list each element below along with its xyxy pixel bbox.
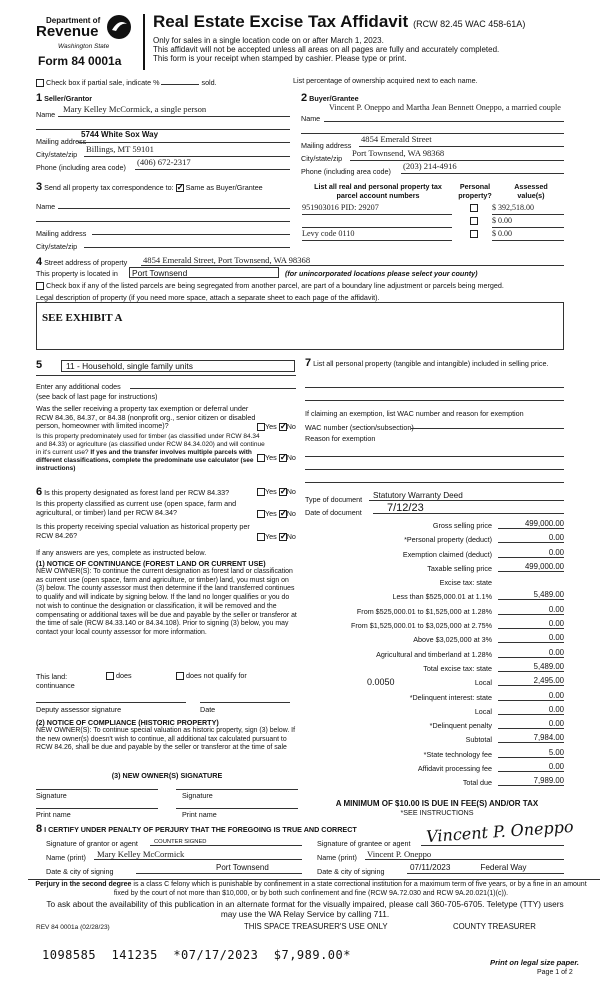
exemption-no-checkbox[interactable] — [279, 423, 287, 431]
tax-row-label: Total excise tax: state — [423, 663, 492, 673]
header-sub2: This affidavit will not be accepted unless all areas on all pages are fully and accurately completed. — [153, 45, 500, 54]
tax-row — [305, 775, 564, 789]
owner-print-line-1[interactable] — [36, 801, 158, 809]
exempt-label: If claiming an exemption, list WAC number and reason for exemption — [305, 409, 524, 418]
seller-mail-field[interactable]: 5744 White Sox Way — [78, 130, 290, 143]
parcel-col-header: List all real and personal property tax parcel account numbers — [314, 182, 442, 200]
grantor-name-label: Name (print) — [46, 853, 86, 862]
tax-row-label: Above $3,025,000 at 3% — [413, 635, 492, 645]
tax-row-value[interactable]: 0.00 — [498, 619, 564, 629]
add-codes-field[interactable] — [130, 381, 296, 389]
seller-name-line2 — [36, 120, 290, 130]
tax-row-label: *State technology fee — [423, 749, 492, 759]
tax-row-value[interactable]: 0.00 — [498, 648, 564, 658]
sec3-name-field[interactable] — [58, 199, 290, 209]
grantee-date-field[interactable]: 07/11/2023 Federal Way — [407, 863, 564, 874]
doc-date-field[interactable]: 7/12/23 — [373, 502, 564, 514]
located-label: This property is located in — [36, 269, 118, 278]
sec3-mail-field[interactable] — [92, 225, 290, 235]
local-rate-value: 0.0050 — [367, 677, 395, 688]
sec6-q2: Is this property classified as current use (open space, farm and agricultural, or timber) land per RCW 84.34? — [36, 499, 237, 517]
grantee-signature-script: Vincent P. Oneppo — [425, 816, 575, 847]
grantor-date-field[interactable]: Port Townsend — [136, 863, 302, 874]
partial-sold-label: sold. — [201, 78, 217, 87]
header-sub3: This form is your receipt when stamped by cashier. Please type or print. — [153, 54, 407, 63]
grantee-name-label: Name (print) — [317, 853, 357, 862]
tax-row — [305, 618, 564, 632]
assessed-col-header: Assessed value(s) — [514, 182, 548, 200]
seller-mail-label: Mailing address — [36, 137, 87, 146]
doc-type-label: Type of document — [305, 495, 363, 504]
buyer-city-label: City/state/zip — [301, 154, 343, 163]
personal-property-line-1[interactable] — [305, 380, 564, 388]
grantor-sig-field[interactable]: COUNTER SIGNED — [150, 836, 302, 846]
tax-row-value[interactable]: 0.00 — [498, 691, 564, 701]
tax-row — [305, 518, 564, 532]
partial-pct-field[interactable] — [161, 77, 199, 85]
doc-date-label: Date of document — [305, 508, 362, 517]
table-row — [302, 203, 564, 216]
assessed-value-field[interactable]: $ 0.00 — [492, 216, 564, 228]
exemption-yes-checkbox[interactable] — [257, 423, 265, 431]
tax-row-value[interactable]: 0.00 — [498, 762, 564, 772]
sec3-heading: 3 Send all property tax correspondence to: ✓ Same as Buyer/Grantee — [36, 181, 263, 193]
continuance-label: continuance — [36, 681, 75, 690]
buyer-mail-field[interactable]: 4854 Emerald Street — [359, 134, 564, 147]
tax-row-label: Gross selling price — [432, 521, 492, 530]
notice2-body: NEW OWNER(S): To continue special valuation as historic property, sign (3) below. If the new owner(s) doesn't wish to continue, all additional tax calculated pursuant to RCW 84.26, shall be due and payable by the seller or transferor at the time of sale — [36, 727, 296, 752]
buyer-heading: 2 Buyer/Grantee — [301, 92, 359, 104]
alt-format-notice: To ask about the availability of this publication in an alternate format for the visually impaired, please call 360-705-6705. Teletype (TTY) users may use the WA Relay Service by calling 711. — [46, 899, 564, 919]
sec3-city-field[interactable] — [84, 238, 290, 248]
located-note: (for unincorporated locations please select your county) — [285, 269, 478, 278]
current-use-yes-checkbox[interactable] — [257, 510, 265, 518]
grantor-name-field[interactable]: Mary Kelley McCormick — [94, 849, 302, 860]
tax-row-label: Exemption claimed (deduct) — [402, 549, 492, 559]
q-exemption-text: Was the seller receiving a property tax exemption or deferral under RCW 84.36, 84.37, or 84.38 (nonprofit org., senior citizen or disabled person, homeowner with limited income)? — [36, 404, 256, 430]
seller-name-label: Name — [36, 110, 56, 119]
sec3-name-line2 — [36, 212, 290, 222]
sec6-q1: 6 Is this property designated as forest land per RCW 84.33? — [36, 486, 230, 498]
partial-sale-label: Check box if partial sale, indicate % — [46, 78, 160, 87]
sec3-mail-label: Mailing address — [36, 229, 87, 238]
personal-property-checkbox[interactable] — [470, 230, 478, 238]
tax-row-label: Agricultural and timberland at 1.28% — [376, 649, 492, 659]
deputy-date-label: Date — [200, 705, 216, 714]
owner-sig-line-2[interactable] — [176, 782, 298, 790]
minimum-due-note: A MINIMUM OF $10.00 IS DUE IN FEE(S) AND/OR TAX — [335, 799, 539, 808]
seller-city-field[interactable]: Billings, MT 59101 — [84, 144, 290, 157]
tax-row-label: Less than $525,000.01 at 1.1% — [392, 592, 492, 602]
header-sub1: Only for sales in a single location code on or after March 1, 2023. — [153, 36, 384, 45]
reason-label: Reason for exemption — [305, 434, 376, 443]
form-rcw: (RCW 82.45 WAC 458-61A) — [413, 19, 526, 29]
tax-row-label: Total due — [462, 778, 492, 788]
tax-row — [305, 732, 564, 746]
deputy-sig-label: Deputy assessor signature — [36, 705, 122, 714]
parcel-number-field[interactable]: Levy code 0110 — [302, 229, 452, 241]
parcel-number-field[interactable] — [302, 216, 452, 228]
seller-heading: 1 Seller/Grantor — [36, 92, 93, 104]
legal-desc-label: Legal description of property (if you need more space, attach a separate sheet to each page of the affidavit). — [36, 293, 380, 302]
buyer-name-field[interactable]: Vincent P. Oneppo and Martha Jean Bennett Oneppo, a married couple — [324, 104, 564, 122]
dor-dept-line3: Washington State — [58, 43, 110, 50]
tax-row-label: Subtotal — [465, 735, 492, 745]
ownership-note: List percentage of ownership acquired next to each name. — [293, 76, 478, 85]
historic-no-checkbox[interactable] — [279, 533, 287, 541]
header-divider — [143, 14, 145, 70]
owner-print-label-1: Print name — [36, 810, 71, 819]
tax-row — [305, 575, 564, 589]
county-treasurer-label: COUNTY TREASURER — [453, 922, 536, 931]
owner-print-label-2: Print name — [182, 810, 217, 819]
wac-field[interactable] — [411, 421, 564, 429]
historic-yes-checkbox[interactable] — [257, 533, 265, 541]
owner-sig-label-2: Signature — [182, 791, 213, 800]
tax-row — [305, 589, 564, 603]
q-exemption-answers: Yes ✓ No — [257, 422, 296, 431]
q-timber-text: Is this property predominately used for timber (as classified under RCW 84.34 and 84.33) or agriculture (as classified under RCW 84.34.020) and will continue in it's current use? If yes and the transfer involves multiple parcels with different classifications, complete the predominate use calculator (see instructions) — [36, 433, 265, 472]
sec6-q3: Is this property receiving special valuation as historical property per RCW 84.26? — [36, 522, 250, 540]
form-number: Form 84 0001a — [38, 54, 122, 68]
timber-yes-checkbox[interactable] — [257, 454, 265, 462]
land-does-option: does — [106, 671, 132, 680]
table-row — [302, 216, 564, 229]
tax-row-value[interactable]: 2,495.00 — [498, 676, 564, 686]
tax-row — [305, 661, 564, 675]
sec3-city-label: City/state/zip — [36, 242, 78, 251]
land-use-code-select[interactable]: 11 - Household, single family units — [61, 360, 295, 372]
timber-no-checkbox[interactable] — [279, 454, 287, 462]
add-codes-label: Enter any additional codes — [36, 382, 121, 391]
grantee-date-label: Date & city of signing — [317, 867, 385, 876]
perjury-notice: Perjury in the second degree is a class C felony which is punishable by confinement in a state correctional institution for a maximum term of five years, or by a fine in an amount fixed by the court of not more than $10,000, or by both such confinement and fine (RCW 9A.72.030 and RCW 9A.20.021(1)(c)). — [35, 881, 587, 897]
tax-row — [305, 532, 564, 546]
doc-type-field[interactable]: Statutory Warranty Deed — [369, 491, 564, 501]
reason-line-2[interactable] — [305, 462, 564, 470]
deputy-date-line[interactable] — [200, 695, 290, 703]
forest-yes-checkbox[interactable] — [257, 488, 265, 496]
tax-row — [305, 561, 564, 575]
assessed-value-field[interactable]: $ 0.00 — [492, 229, 564, 241]
form-title-row — [153, 12, 525, 32]
land-does-checkbox[interactable] — [106, 672, 114, 680]
tax-row-label: Taxable selling price — [427, 563, 492, 573]
buyer-phone-field[interactable]: (203) 214-4916 — [401, 161, 564, 174]
tax-row — [305, 604, 564, 618]
land-does-not-checkbox[interactable] — [176, 672, 184, 680]
tax-row-label: *Delinquent interest: state — [409, 692, 492, 702]
assessed-value-field[interactable]: $ 392,518.00 — [492, 203, 564, 215]
buyer-name-line2 — [301, 124, 564, 134]
sec4-street-row: 4 Street address of property — [36, 256, 128, 268]
tax-row-label: From $525,000.01 to $1,525,000 at 1.28% — [356, 606, 492, 616]
legal-desc-text: SEE EXHIBIT A — [42, 312, 123, 324]
reason-line-3[interactable] — [305, 475, 564, 483]
seller-name-field[interactable]: Mary Kelley McCormick, a single person — [58, 104, 290, 117]
tax-row-label: From $1,525,000.01 to $3,025,000 at 2.75% — [350, 621, 492, 631]
tax-row-label: *Delinquent penalty — [429, 721, 492, 731]
treasurer-stamp: 1098585 141235 *07/17/2023 $7,989.00* — [42, 948, 351, 962]
tax-row — [305, 675, 564, 689]
tax-row-value[interactable]: 0.00 — [498, 605, 564, 615]
tax-row-label: Excise tax: state — [439, 578, 492, 588]
add-codes-note: (see back of last page for instructions) — [36, 392, 158, 401]
tax-row — [305, 761, 564, 775]
personal-property-line-2[interactable] — [305, 393, 564, 401]
grantee-name-field[interactable]: Vincent P. Oneppo — [365, 849, 564, 860]
personal-property-checkbox[interactable] — [470, 217, 478, 225]
tax-row — [305, 647, 564, 661]
tax-row — [305, 704, 564, 718]
rev-number: REV 84 0001a (02/28/23) — [36, 924, 110, 931]
form-title: Real Estate Excise Tax Affidavit — [153, 12, 409, 31]
located-select[interactable]: Port Townsend — [129, 267, 279, 278]
dor-swirl-icon — [106, 14, 132, 40]
sec7-heading: 7 List all personal property (tangible and intangible) included in selling price. — [305, 357, 549, 369]
parcel-number-field[interactable]: 951903016 PID: 29207 — [302, 203, 452, 215]
tax-row-label: Affidavit processing fee — [417, 764, 492, 774]
grantor-sig-label: Signature of grantor or agent — [46, 839, 138, 848]
buyer-mail-label: Mailing address — [301, 141, 352, 150]
tax-row — [305, 690, 564, 704]
tax-row-value[interactable]: 499,000.00 — [498, 519, 564, 529]
tax-row-value[interactable]: 0.00 — [498, 548, 564, 558]
partial-sale-row — [36, 77, 217, 87]
forest-no-checkbox[interactable] — [279, 488, 287, 496]
legal-paper-note: Print on legal size paper. — [490, 958, 580, 967]
tax-row-value[interactable]: 499,000.00 — [498, 562, 564, 572]
notice2-title: (2) NOTICE OF COMPLIANCE (HISTORIC PROPERTY) — [36, 718, 219, 727]
sec6-if-any: If any answers are yes, complete as instructed below. — [36, 548, 207, 557]
sec8-heading: 8 I CERTIFY UNDER PENALTY OF PERJURY THAT THE FOREGOING IS TRUE AND CORRECT — [36, 823, 357, 835]
deputy-sig-line[interactable] — [36, 695, 186, 703]
tax-row — [305, 718, 564, 732]
grantee-sig-label: Signature of grantee or agent — [317, 839, 411, 848]
tax-calculation-table — [305, 518, 564, 790]
sec6-q3-answers: Yes ✓ No — [257, 532, 296, 541]
tax-row-value[interactable]: 5,489.00 — [498, 590, 564, 600]
sec5-code-line — [36, 375, 296, 376]
owner-sig-line-1[interactable] — [36, 782, 158, 790]
current-use-no-checkbox[interactable] — [279, 510, 287, 518]
tax-row-value[interactable]: 0.00 — [498, 719, 564, 729]
sec3-name-label: Name — [36, 202, 56, 211]
tax-row — [305, 632, 564, 646]
tax-row-value[interactable]: 7,984.00 — [498, 733, 564, 743]
personal-property-checkbox[interactable] — [470, 204, 478, 212]
buyer-name-label: Name — [301, 114, 321, 123]
tax-row-value[interactable]: 7,989.00 — [498, 776, 564, 786]
tax-row-value[interactable]: 5,489.00 — [498, 662, 564, 672]
this-land-label: This land: — [36, 672, 68, 681]
sec5-number: 5 — [36, 359, 43, 371]
footer-divider — [28, 879, 600, 880]
notice1-title: (1) NOTICE OF CONTINUANCE (FOREST LAND OR CURRENT USE) — [36, 559, 266, 568]
notice1-body: NEW OWNER(S): To continue the current designation as forest land or classification as current use (open space, farm and agriculture, or timber) land, you must sign on (3) below. The county assessor must then determine if the land transferred continues to qualify and will indicate by signing below. If the land no longer qualifies or you do not wish to continue the designation or classification, it will be removed and the compensating or additional taxes will be due and payable by the seller or transferor at the time of sale (RCW 84.33.140 or 84.34.108). Prior to signing (3) below, you may contact your local county assessor for more information. — [36, 568, 297, 636]
dor-dept-line2: Revenue — [36, 23, 99, 40]
land-does-not-option: does not qualify for — [176, 671, 247, 680]
buyer-phone-label: Phone (including area code) — [301, 167, 391, 176]
treasurer-use-label: THIS SPACE TREASURER'S USE ONLY — [244, 922, 388, 931]
tax-row-value[interactable]: 0.00 — [498, 705, 564, 715]
dor-dept-line1: Department of — [46, 16, 101, 25]
tax-row-value[interactable]: 0.00 — [498, 633, 564, 643]
personal-col-header: Personal property? — [458, 182, 492, 200]
seller-phone-field[interactable]: (406) 672-2317 — [135, 157, 290, 170]
tax-row-label: Local — [474, 706, 492, 716]
tax-row-value[interactable]: 5.00 — [498, 748, 564, 758]
wac-label: WAC number (section/subsection) — [305, 423, 414, 432]
tax-row — [305, 547, 564, 561]
seller-phone-label: Phone (including area code) — [36, 163, 126, 172]
sec6-q1-answers: Yes ✓ No — [257, 487, 296, 496]
partial-sale-checkbox[interactable] — [36, 79, 44, 87]
seller-city-label: City/state/zip — [36, 150, 78, 159]
tax-row-value[interactable]: 0.00 — [498, 533, 564, 543]
segregated-row: Check box if any of the listed parcels are being segregated from another parcel, are part of a boundary line adjustment or parcels being merged. — [36, 281, 504, 290]
property-street-field[interactable]: 4854 Emerald Street, Port Townsend, WA 98368 — [141, 255, 564, 266]
same-as-buyer-checkbox[interactable] — [176, 184, 184, 192]
owner-print-line-2[interactable] — [176, 801, 298, 809]
buyer-city-field[interactable]: Port Townsend, WA 98368 — [350, 148, 564, 161]
tax-row-label: *Personal property (deduct) — [404, 535, 492, 545]
segregated-checkbox[interactable] — [36, 282, 44, 290]
see-instructions: *SEE INSTRUCTIONS — [400, 808, 474, 817]
notice3-title: (3) NEW OWNER(S) SIGNATURE — [111, 771, 223, 780]
page-number: Page 1 of 2 — [537, 969, 573, 976]
sec6-q2-answers: Yes ✓ No — [257, 509, 296, 518]
parcel-table — [302, 203, 564, 242]
legal-desc-box[interactable] — [36, 302, 564, 350]
table-row — [302, 229, 564, 242]
tax-row — [305, 747, 564, 761]
owner-sig-label-1: Signature — [36, 791, 67, 800]
tax-row-label: Local — [474, 678, 492, 688]
reason-line-1[interactable] — [305, 449, 564, 457]
q-timber-answers: Yes ✓ No — [257, 453, 296, 462]
grantor-date-label: Date & city of signing — [46, 867, 114, 876]
